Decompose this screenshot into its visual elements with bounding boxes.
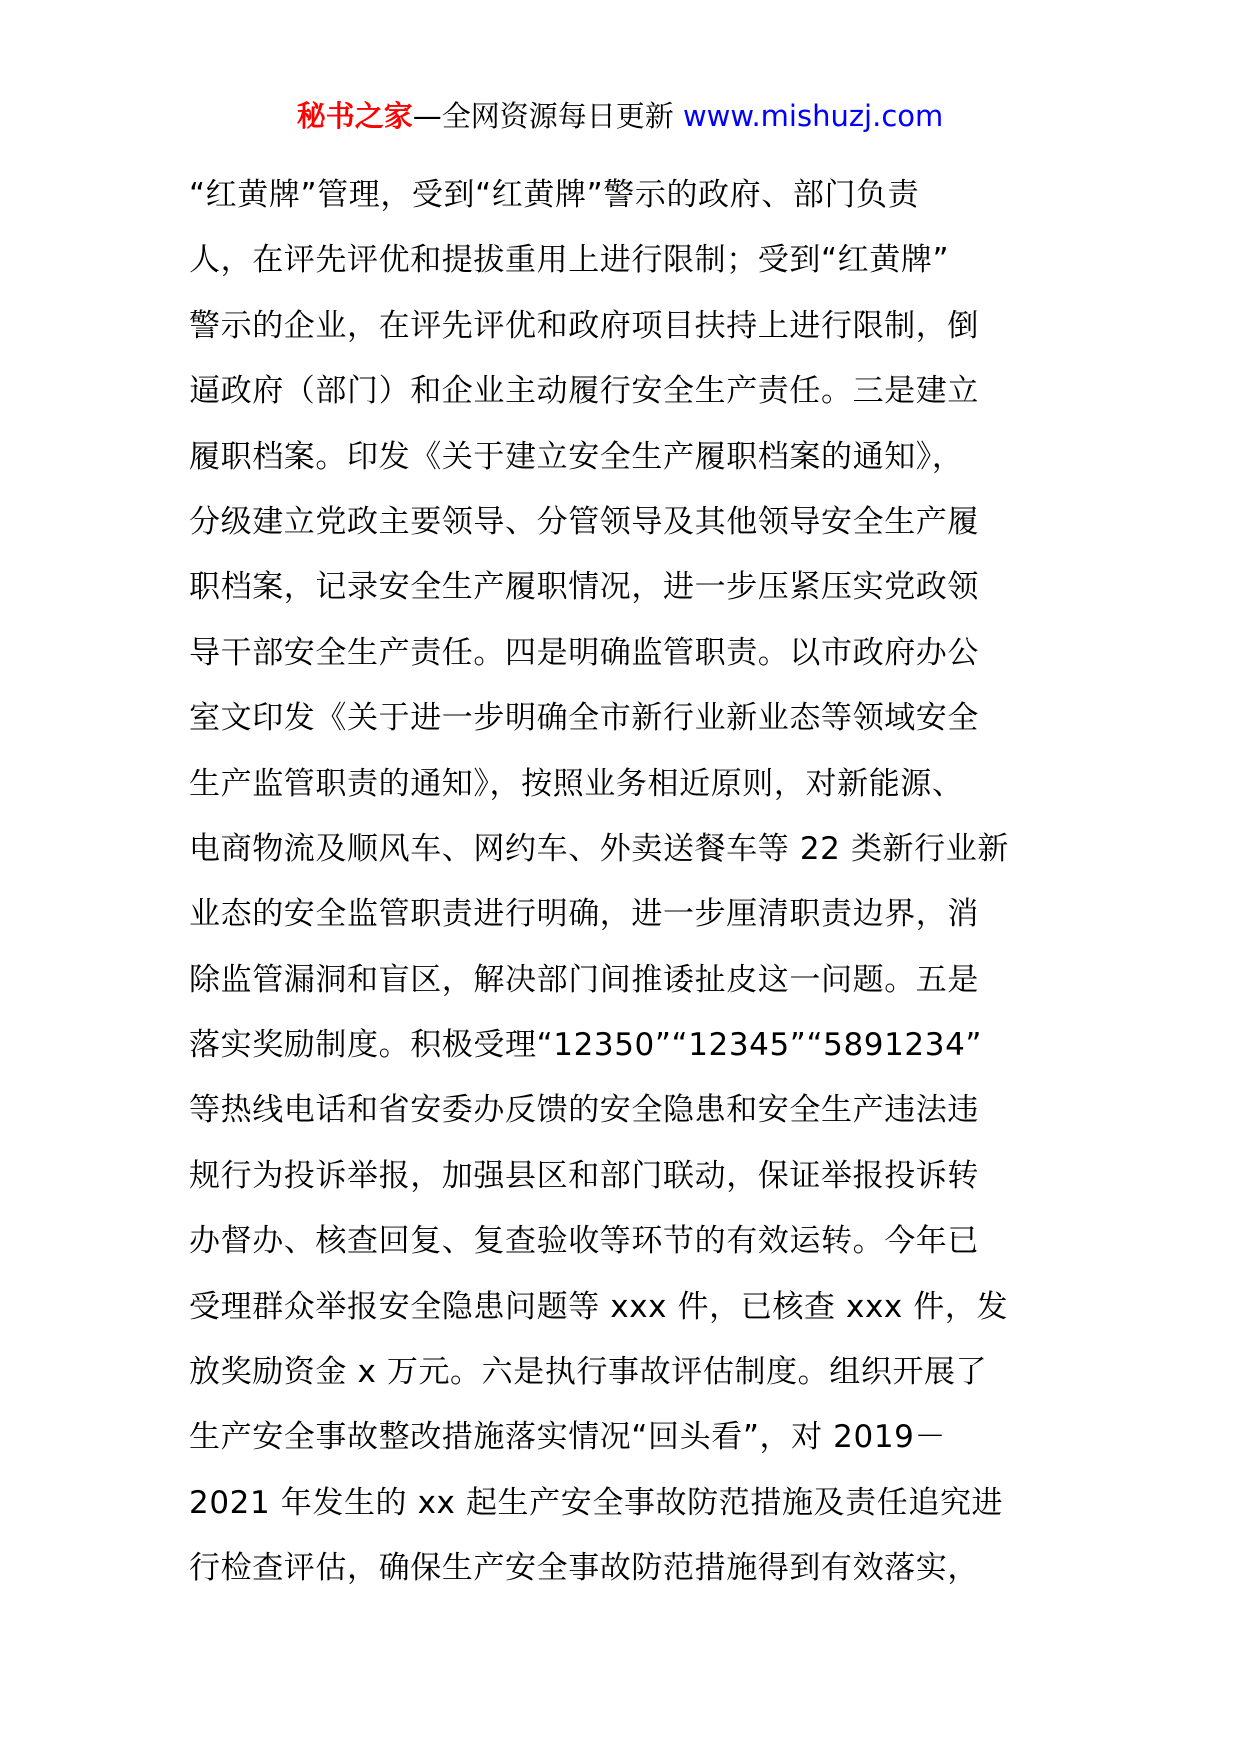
text-line: 导干部安全生产责任。四是明确监管职责。以市政府办公 [189, 634, 979, 671]
text-line: 逼政府（部门）和企业主动履行安全生产责任。三是建立 [189, 373, 979, 410]
text-line: 职档案，记录安全生产履职情况，进一步压紧压实党政领 [189, 569, 979, 606]
text-line: 人，在评先评优和提拔重用上进行限制；受到“红黄牌” [189, 242, 950, 279]
text-line: 等热线电话和省安委办反馈的安全隐患和安全生产违法违 [189, 1092, 979, 1129]
text-line: 警示的企业，在评先评优和政府项目扶持上进行限制，倒 [189, 307, 979, 344]
text-line: 规行为投诉举报，加强县区和部门联动，保证举报投诉转 [189, 1157, 979, 1194]
site-url-link[interactable]: www.mishuzj.com [682, 99, 944, 133]
text-line: 业态的安全监管职责进行明确，进一步厘清职责边界，消 [189, 896, 979, 933]
text-line: 电商物流及顺风车、网约车、外卖送餐车等 22 类新行业新 [189, 830, 1009, 867]
brand-name: 秘书之家 [296, 99, 413, 133]
text-line: 生产监管职责的通知》，按照业务相近原则，对新能源、 [189, 765, 964, 802]
text-line: 2021 年发生的 xx 起生产安全事故防范措施及责任追究进 [189, 1484, 1004, 1521]
text-line: 履职档案。印发《关于建立安全生产履职档案的通知》， [189, 438, 964, 475]
text-line: 放奖励资金 x 万元。六是执行事故评估制度。组织开展了 [189, 1354, 988, 1391]
text-line: 生产安全事故整改措施落实情况“回头看”，对 2019－ [189, 1419, 947, 1456]
text-line: 行检查评估，确保生产安全事故防范措施得到有效落实， [189, 1550, 979, 1587]
text-line: 分级建立党政主要领导、分管领导及其他领导安全生产履 [189, 503, 979, 540]
document-body [189, 163, 1069, 1602]
text-line: 室文印发《关于进一步明确全市新行业新业态等领域安全 [189, 700, 979, 737]
text-line: 落实奖励制度。积极受理“12350”“12345”“5891234” [189, 1027, 983, 1064]
text-line: 办督办、核查回复、复查验收等环节的有效运转。今年已 [189, 1223, 979, 1260]
text-line: 除监管漏洞和盲区，解决部门间推诿扯皮这一问题。五是 [189, 961, 979, 998]
text-line: 受理群众举报安全隐患问题等 xxx 件，已核查 xxx 件，发 [189, 1288, 1009, 1325]
header-tagline: —全网资源每日更新 [412, 99, 674, 133]
page-header [0, 96, 1240, 136]
text-line: “红黄牌”管理，受到“红黄牌”警示的政府、部门负责 [189, 177, 920, 213]
